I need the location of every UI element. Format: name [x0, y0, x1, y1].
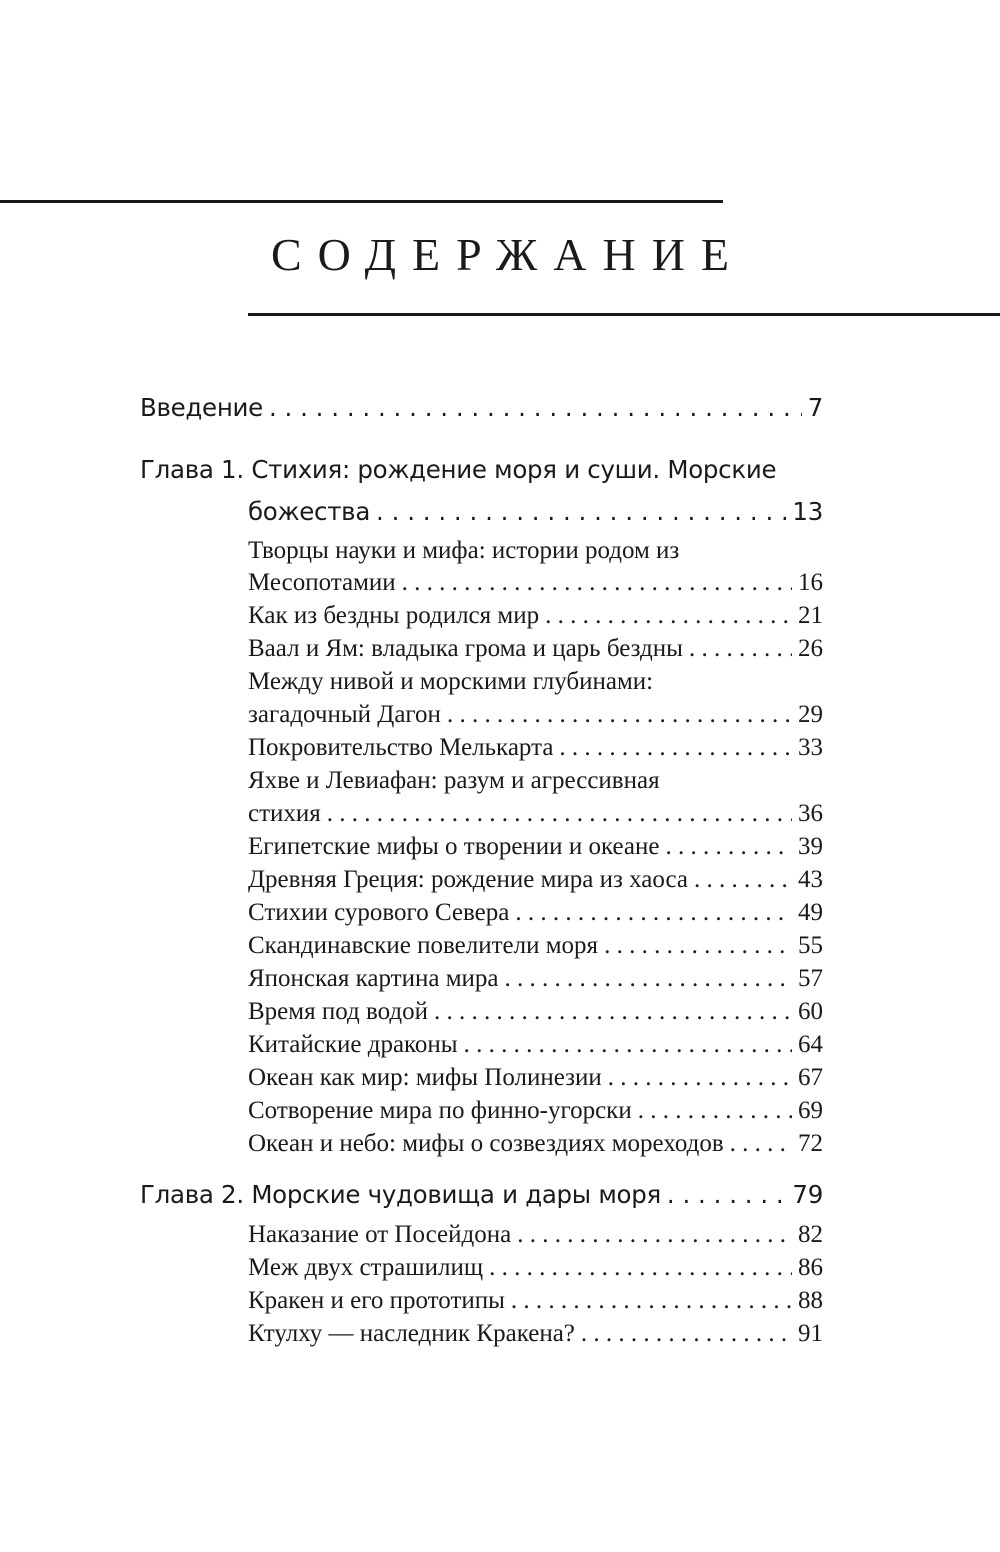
page-title: СОДЕРЖАНИЕ: [270, 229, 746, 280]
toc-page-number: 29: [798, 701, 823, 728]
toc-leader-dots: [511, 1287, 792, 1315]
toc-entry-title: Ваал и Ям: владыка грома и царь бездны: [248, 635, 683, 662]
toc-entry[interactable]: [248, 569, 823, 597]
toc-page-number: 67: [798, 1064, 823, 1091]
toc-entry-introduction[interactable]: [140, 393, 823, 422]
toc-page-number: 64: [798, 1031, 823, 1058]
toc-leader-dots: [581, 1320, 792, 1348]
toc-entry-title: Стихии сурового Севера: [248, 899, 510, 926]
toc-page-number: 82: [798, 1221, 823, 1248]
toc-entry[interactable]: [248, 1031, 823, 1059]
toc-page-number: 91: [798, 1320, 823, 1347]
toc-leader-dots: [665, 833, 792, 861]
toc-leader-dots: [517, 1221, 792, 1249]
toc-entry[interactable]: [248, 833, 823, 861]
toc-page-number: 69: [798, 1097, 823, 1124]
toc-page-number: 39: [798, 833, 823, 860]
toc-page-number: 88: [798, 1287, 823, 1314]
toc-entry-title: стихия: [248, 800, 321, 827]
toc-page-number: 43: [798, 866, 823, 893]
toc-leader-dots: [559, 734, 792, 762]
toc-leader-dots: [327, 800, 792, 828]
toc-entry-chapter-2[interactable]: [140, 1180, 823, 1209]
toc-leader-dots: [694, 866, 792, 894]
toc-entry[interactable]: [248, 602, 823, 630]
toc-entry[interactable]: [248, 899, 823, 927]
toc-leader-dots: [447, 701, 792, 729]
toc-leader-dots: [608, 1064, 792, 1092]
toc-page-number: 79: [792, 1180, 823, 1209]
toc-leader-dots: [489, 1254, 792, 1282]
toc-entry-title: загадочный Дагон: [248, 701, 441, 728]
toc-leader-dots: [515, 899, 792, 927]
toc-entry[interactable]: [248, 932, 823, 960]
toc-entry-title: Китайские драконы: [248, 1031, 458, 1058]
toc-entry[interactable]: [248, 701, 823, 729]
toc-leader-dots: [464, 1031, 792, 1059]
toc-entry-title: Покровительство Мелькарта: [248, 734, 554, 761]
toc-entry-title: Египетские мифы о творении и океане: [248, 833, 660, 860]
toc-page-number: 33: [798, 734, 823, 761]
toc-entry[interactable]: [248, 734, 823, 762]
toc-entry-title: Меж двух страшилищ: [248, 1254, 484, 1281]
toc-chapter-1-heading: Глава 1. Стихия: рождение моря и суши. Морские: [140, 455, 777, 484]
toc-page-number: 36: [798, 800, 823, 827]
toc-entry-title: Как из бездны родился мир: [248, 602, 540, 629]
toc-page-number: 13: [792, 497, 823, 526]
toc-entry[interactable]: [248, 1287, 823, 1315]
toc-entry[interactable]: [248, 866, 823, 894]
toc-leader-dots: [505, 965, 792, 993]
toc-entry[interactable]: [248, 1064, 823, 1092]
toc-leader-dots: [269, 393, 802, 422]
toc-page-number: 57: [798, 965, 823, 992]
toc-entry-title: божества: [248, 497, 371, 526]
toc-entry-title: Японская картина мира: [248, 965, 499, 992]
toc-leader-dots: [376, 497, 786, 526]
toc-entry[interactable]: [248, 998, 823, 1026]
toc-entry-title: Наказание от Посейдона: [248, 1221, 512, 1248]
toc-leader-dots: [730, 1130, 792, 1158]
toc-entry-title: Глава 2. Морские чудовища и дары моря: [140, 1180, 661, 1209]
toc-page-number: 7: [807, 393, 823, 422]
toc-entry[interactable]: [248, 1130, 823, 1158]
toc-entry-title: Древняя Греция: рождение мира из хаоса: [248, 866, 689, 893]
toc-page-number: 49: [798, 899, 823, 926]
toc-page-number: 26: [798, 635, 823, 662]
toc-entry[interactable]: [248, 1221, 823, 1249]
toc-leader-dots: [402, 569, 792, 597]
toc-entry[interactable]: [248, 965, 823, 993]
toc-entry[interactable]: [248, 1254, 823, 1282]
toc-entry[interactable]: [248, 635, 823, 663]
toc-entry[interactable]: [248, 1320, 823, 1348]
toc-entry-heading: Творцы науки и мифа: истории родом из: [248, 537, 680, 564]
toc-leader-dots: [689, 635, 792, 663]
toc-leader-dots: [667, 1180, 787, 1209]
toc-entry[interactable]: [248, 1097, 823, 1125]
toc-leader-dots: [545, 602, 792, 630]
toc-entry-title: Время под водой: [248, 998, 428, 1025]
toc-leader-dots: [638, 1097, 792, 1125]
toc-entry-title: Океан как мир: мифы Полинезии: [248, 1064, 602, 1091]
toc-entry-title: Введение: [140, 393, 263, 422]
toc-entry-title: Сотворение мира по финно-угорски: [248, 1097, 632, 1124]
toc-entry-title: Океан и небо: мифы о созвездиях мореходов: [248, 1130, 724, 1157]
toc-entry-title: Кракен и его прототипы: [248, 1287, 505, 1314]
toc-entry-heading: Яхве и Левиафан: разум и агрессивная: [248, 767, 660, 794]
toc-entry-title: Ктулху — наследник Кракена?: [248, 1320, 575, 1347]
toc-entry[interactable]: [248, 800, 823, 828]
toc-page-number: 72: [798, 1130, 823, 1157]
toc-entry-heading: Между нивой и морскими глубинами:: [248, 668, 654, 695]
toc-page-number: 16: [798, 569, 823, 596]
toc-page-number: 86: [798, 1254, 823, 1281]
toc-page-number: 21: [798, 602, 823, 629]
toc-page-number: 55: [798, 932, 823, 959]
toc-leader-dots: [604, 932, 792, 960]
toc-page-number: 60: [798, 998, 823, 1025]
toc-leader-dots: [434, 998, 792, 1026]
toc-entry-chapter-1[interactable]: [248, 497, 823, 526]
toc-entry-title: Скандинавские повелители моря: [248, 932, 599, 959]
toc-entry-title: Месопотамии: [248, 569, 396, 596]
